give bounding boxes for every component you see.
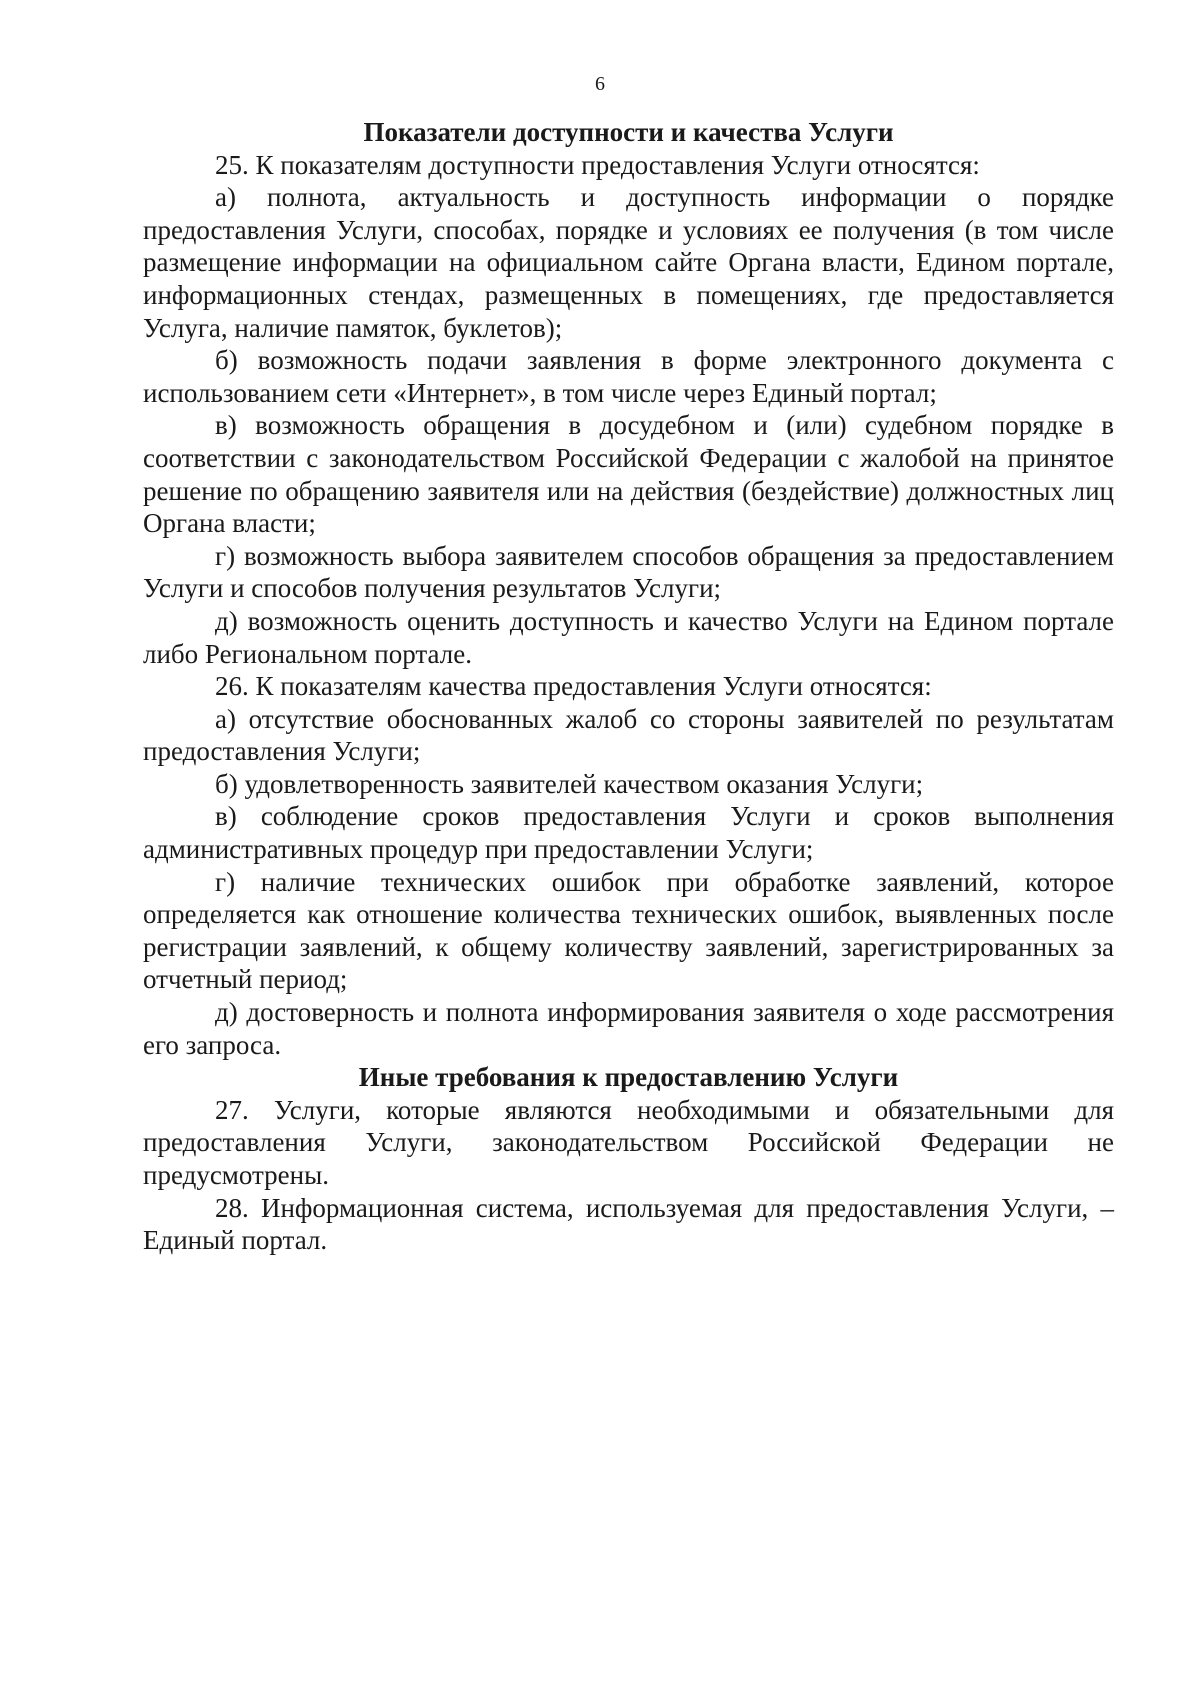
paragraph-26a: а) отсутствие обоснованных жалоб со стороны заявителей по результатам предоставления Услуги; xyxy=(143,703,1114,767)
paragraph-26v: в) соблюдение сроков предоставления Услуги и сроков выполнения административных процедур при предоставлении Услуги; xyxy=(143,801,1114,865)
paragraph-25v: в) возможность обращения в досудебном и (или) судебном порядке в соответствии с законодательством Российской Федерации с жалобой на принятое решение по обращению заявителя или на действия (бездействие) должностных лиц Органа власти; xyxy=(143,410,1114,539)
paragraph-25: 25. К показателям доступности предоставления Услуги относятся: xyxy=(215,149,980,180)
paragraph-25a: а) полнота, актуальность и доступность информации о порядке предоставления Услуги, способах, порядке и условиях ее получения (в том числе размещение информации на официальном сайте Органа власти, Едином портале, информационных стендах, размещенных в помещениях, где предоставляется Услуга, наличие памяток, буклетов); xyxy=(143,182,1114,343)
paragraph-27: 27. Услуги, которые являются необходимыми и обязательными для предоставления Услуги, законодательством Российской Федерации не предусмотрены. xyxy=(143,1094,1114,1190)
paragraph-26g: г) наличие технических ошибок при обработке заявлений, которое определяется как отношение количества технических ошибок, выявленных после регистрации заявлений, к общему количеству заявлений, зарегистрированных за отчетный период; xyxy=(143,866,1114,995)
page-content xyxy=(143,116,1114,1257)
page-number: 6 xyxy=(595,73,605,95)
paragraph-25g: г) возможность выбора заявителем способов обращения за предоставлением Услуги и способов получения результатов Услуги; xyxy=(143,540,1114,604)
section-title-accessibility-quality: Показатели доступности и качества Услуги xyxy=(363,117,894,147)
paragraph-26: 26. К показателям качества предоставления Услуги относятся: xyxy=(215,671,932,702)
section-title-other-requirements: Иные требования к предоставлению Услуги xyxy=(358,1062,899,1093)
paragraph-28: 28. Информационная система, используемая для предоставления Услуги, – Единый портал. xyxy=(143,1192,1114,1256)
paragraph-26d: д) достоверность и полнота информирования заявителя о ходе рассмотрения его запроса. xyxy=(143,997,1114,1060)
paragraph-26b: б) удовлетворенность заявителей качеством оказания Услуги; xyxy=(215,768,924,799)
paragraph-25d: д) возможность оценить доступность и качество Услуги на Едином портале либо Региональном портале. xyxy=(143,605,1114,669)
paragraph-25b: б) возможность подачи заявления в форме электронного документа с использованием сети «Интернет», в том числе через Единый портал; xyxy=(143,345,1114,408)
